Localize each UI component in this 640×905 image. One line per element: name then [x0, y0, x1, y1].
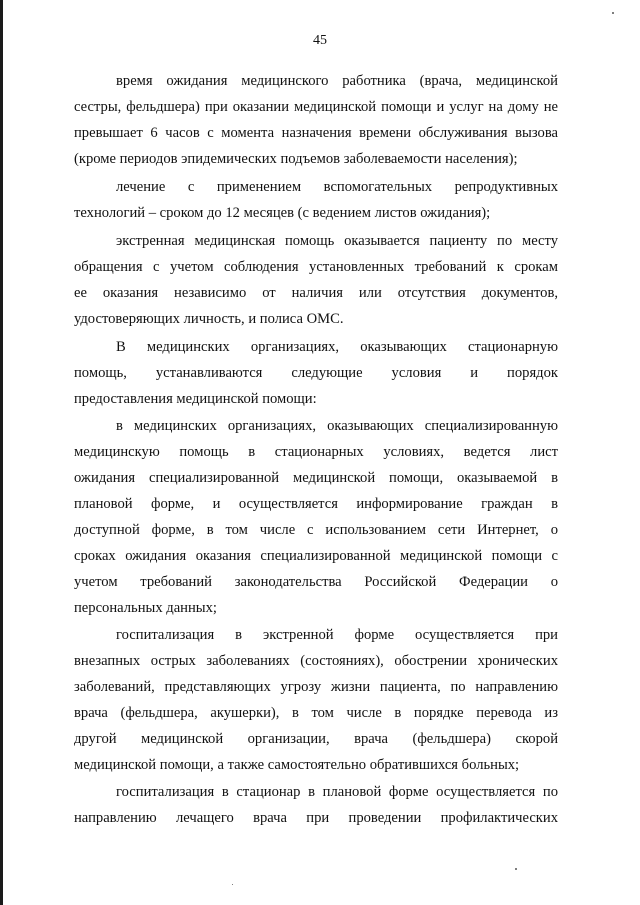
text-line: внезапных острых заболеваниях (состояниях), обострении хронических [74, 653, 558, 669]
scan-border [0, 0, 3, 905]
text-line: лечение с применением вспомогательных репродуктивных [116, 179, 558, 195]
text-line: госпитализация в экстренной форме осуществляется при [116, 627, 558, 643]
text-line: сестры, фельдшера) при оказании медицинской помощи и услуг на дому не [74, 99, 558, 115]
text-line: ее оказания независимо от наличия или отсутствия документов, [74, 285, 558, 301]
text-line: госпитализация в стационар в плановой форме осуществляется по [116, 784, 558, 800]
text-line: сроках ожидания оказания специализированной медицинской помощи с [74, 548, 558, 564]
text-line: В медицинских организациях, оказывающих стационарную [116, 339, 558, 355]
text-line: (кроме периодов эпидемических подъемов заболеваемости населения); [74, 151, 518, 167]
text-line: плановой форме, и осуществляется информирование граждан в [74, 496, 558, 512]
text-line: время ожидания медицинского работника (врача, медицинской [116, 73, 558, 89]
text-line: удостоверяющих личность, и полиса ОМС. [74, 311, 344, 327]
text-line: помощь, устанавливаются следующие условия и порядок [74, 365, 558, 381]
text-line: технологий – сроком до 12 месяцев (с ведением листов ожидания); [74, 205, 491, 221]
text-line: предоставления медицинской помощи: [74, 391, 317, 407]
scan-speck [515, 868, 517, 870]
text-line: заболеваний, представляющих угрозу жизни пациента, по направлению [74, 679, 558, 695]
text-line: медицинской помощи, а также самостоятельно обратившихся больных; [74, 757, 520, 773]
text-line: медицинскую помощь в стационарных условиях, ведется лист [74, 444, 558, 460]
text-line: экстренная медицинская помощь оказывается пациенту по месту [116, 233, 558, 249]
text-line: в медицинских организациях, оказывающих специализированную [116, 418, 558, 434]
text-line: ожидания специализированной медицинской помощи, оказываемой в [74, 470, 558, 486]
scan-speck [612, 12, 614, 14]
page-number: 45 [313, 33, 327, 48]
text-line: персональных данных; [74, 600, 217, 616]
text-line: другой медицинской организации, врача (фельдшера) скорой [74, 731, 558, 747]
text-line: направлению лечащего врача при проведении профилактических [74, 810, 558, 826]
text-line: превышает 6 часов с момента назначения времени обслуживания вызова [74, 125, 558, 141]
text-line: доступной форме, в том числе с использованием сети Интернет, о [74, 522, 558, 538]
scan-speck [232, 884, 233, 885]
text-line: врача (фельдшера, акушерки), в том числе в порядке перевода из [74, 705, 558, 721]
text-line: учетом требований законодательства Российской Федерации о [74, 574, 558, 590]
text-line: обращения с учетом соблюдения установленных требований к срокам [74, 259, 558, 275]
